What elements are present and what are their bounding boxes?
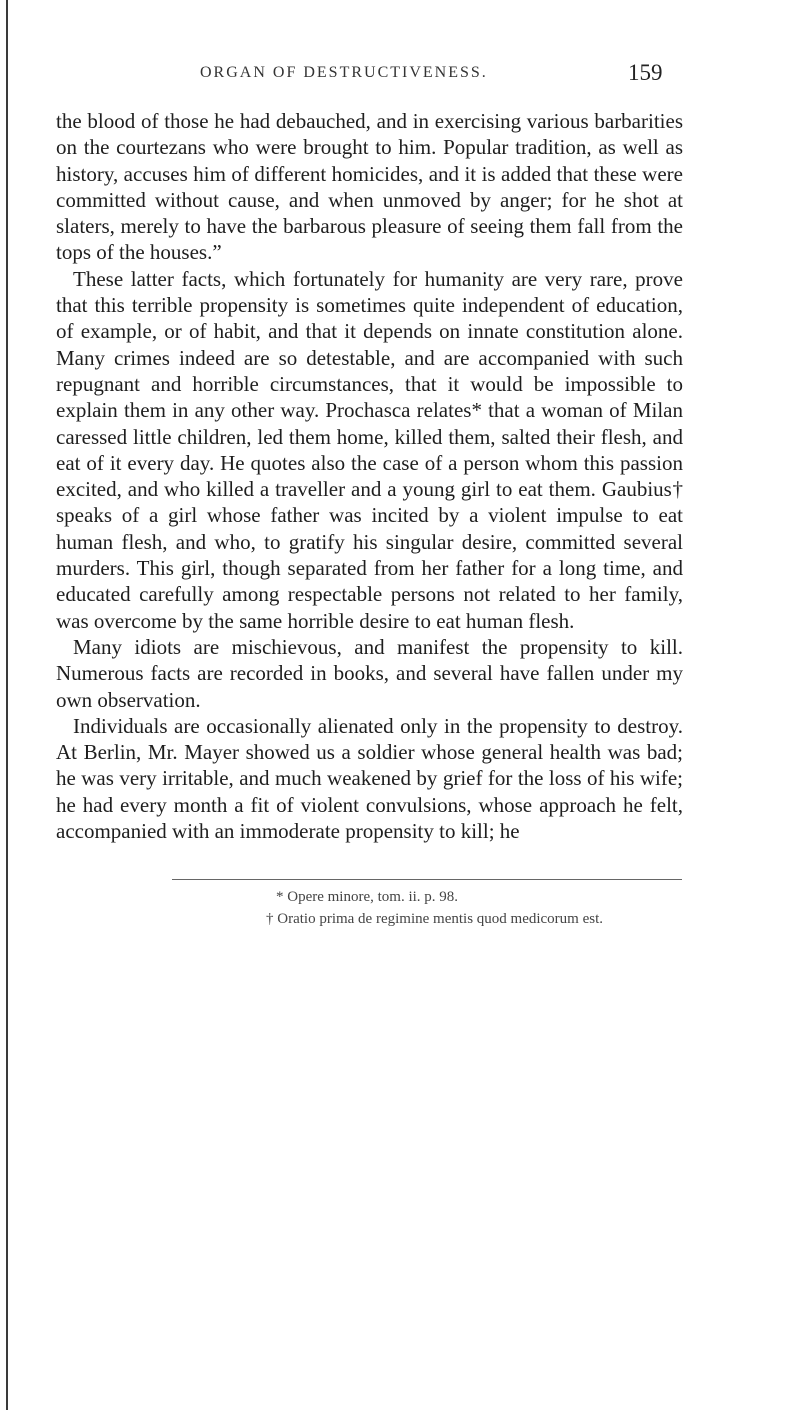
body-text (56, 108, 683, 844)
footnote-2: † Oratio prima de regimine mentis quod medicorum est. (266, 911, 604, 927)
running-head (0, 60, 800, 90)
page-number: 159 (628, 60, 663, 85)
paragraph: Individuals are occasionally alienated only in the propensity to destroy. At Berlin, Mr. Mayer showed us a soldier whose general health was bad; he was very irritable, and much weakened by grief for the loss of his wife; he had every month a fit of violent convulsions, whose approach he felt, accompanied with an immoderate propensity to kill; he (56, 713, 683, 844)
running-head-title: ORGAN OF DESTRUCTIVENESS. (200, 64, 488, 81)
footnote-rule (172, 879, 682, 880)
paragraph-continuation: the blood of those he had debauched, and in exercising various barbarities on the courtezans who were brought to him. Popular tradition, as well as history, accuses him of different homicides, and it is added that these were committed without cause, and when unmoved by anger; for he shot at slaters, merely to have the barbarous pleasure of seeing them fall from the tops of the houses.” (56, 109, 683, 265)
footnote-1: * Opere minore, tom. ii. p. 98. (276, 889, 459, 905)
paragraph: Many idiots are mischievous, and manifest the propensity to kill. Numerous facts are recorded in books, and several have fallen under my own observation. (56, 634, 683, 712)
paragraph: These latter facts, which fortunately for humanity are very rare, prove that this terrible propensity is sometimes quite independent of education, of example, or of habit, and that it depends on innate constitution alone. Many crimes indeed are so detestable, and are accompanied with such repugnant and horrible circumstances, that it would be impossible to explain them in any other way. Prochasca relates* that a woman of Milan caressed little children, led them home, killed them, salted their flesh, and eat of it every day. He quotes also the case of a person whom this passion excited, and who killed a traveller and a young girl to eat them. Gaubius† speaks of a girl whose father was incited by a violent impulse to eat human flesh, and who, to gratify his singular desire, committed several murders. This girl, though separated from her father for a long time, and educated carefully among respectable persons not related to her family, was overcome by the same horrible desire to eat human flesh. (56, 266, 683, 633)
page-edge-shadow (6, 0, 8, 1410)
footnotes (56, 886, 683, 930)
